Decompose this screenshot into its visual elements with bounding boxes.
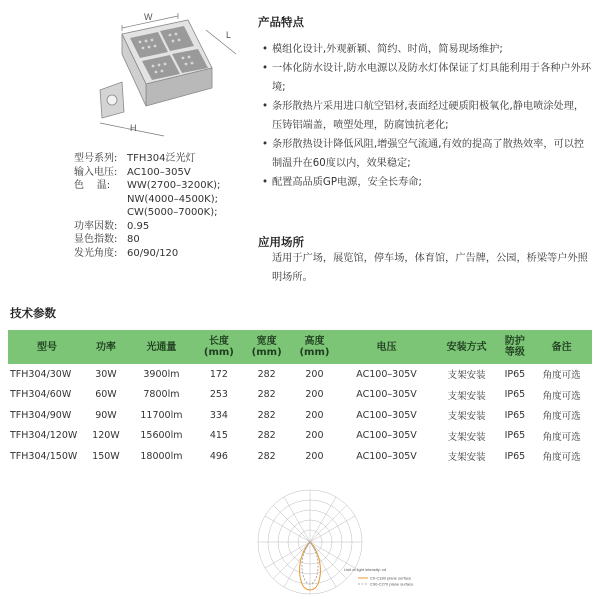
cell-ip-rating: IP65 [504, 450, 526, 462]
cell-flux: 15600lm [140, 430, 183, 442]
header-voltage: 电压 [338, 330, 434, 364]
cell-voltage: AC100–305V [356, 389, 417, 401]
cell-voltage: AC100–305V [356, 368, 417, 380]
table-row [8, 446, 592, 467]
spec-list [74, 152, 220, 260]
spec-label: 功率因数: [74, 220, 118, 232]
cell-model: TFH304/60W [10, 389, 72, 401]
application-text: 适用于广场，展览馆，停车场，体育馆，广告牌，公园，桥梁等户外照明场所。 [272, 253, 588, 283]
spec-row-color-temp-cw [74, 206, 220, 220]
polar-legend-c90: C90-C270 plane surface [370, 581, 414, 587]
product-drawing [60, 8, 250, 143]
feature-item: • 条形散热片采用进口航空铝材,表面经过硬质阳极氧化,静电喷涂处理，压铸铝端盖，喷塑处理，防腐蚀抗老化; [262, 97, 592, 135]
spec-row-beam-angle [74, 247, 220, 261]
cell-flux: 11700lm [140, 409, 183, 421]
spec-row-cri [74, 233, 220, 247]
cell-width: 282 [257, 409, 276, 421]
header-flux: 光通量 [128, 330, 195, 364]
header-remarks: 备注 [531, 330, 592, 364]
spec-row-color-temp [74, 179, 220, 193]
header-width: 宽度 (mm) [243, 330, 291, 364]
cell-remarks: 角度可选 [542, 431, 581, 443]
spec-row-model [74, 152, 220, 166]
spec-value: 60/90/120 [127, 247, 179, 259]
cell-height: 200 [305, 389, 324, 401]
cell-power: 90W [95, 409, 117, 421]
cell-power: 30W [95, 368, 117, 380]
cell-voltage: AC100–305V [356, 450, 417, 462]
cell-width: 282 [257, 368, 276, 380]
cell-power: 150W [92, 450, 120, 462]
spec-value: 80 [127, 234, 140, 245]
spec-label: 输入电压: [74, 166, 118, 178]
cell-length: 334 [209, 409, 228, 421]
cell-height: 200 [305, 450, 324, 462]
feature-item: • 一体化防水设计,防水电源以及防水灯体保证了灯具能利用于各种户外环境; [262, 59, 592, 97]
spec-row-power-factor [74, 220, 220, 234]
cell-model: TFH304/120W [10, 430, 78, 442]
table-header-row [8, 330, 592, 364]
dim-l-label: L [226, 30, 232, 40]
cell-voltage: AC100–305V [356, 409, 417, 421]
cell-height: 200 [305, 409, 324, 421]
cell-height: 200 [305, 430, 324, 442]
cell-power: 60W [95, 389, 117, 401]
tech-params-table [8, 330, 592, 467]
spec-value: TFH304泛光灯 [127, 153, 196, 164]
header-ip-rating: 防护 等级 [498, 330, 531, 364]
spec-label: 型号系列: [74, 153, 118, 164]
cell-remarks: 角度可选 [542, 411, 581, 423]
cell-voltage: AC100–305V [356, 430, 417, 442]
cell-width: 282 [257, 430, 276, 442]
feature-item: • 配置高品质GP电源，安全长寿命; [262, 173, 592, 192]
cell-mounting: 支架安装 [447, 370, 486, 382]
table-row [8, 364, 592, 385]
cell-mounting: 支架安装 [447, 411, 486, 423]
features-title: 产品特点 [258, 15, 304, 29]
cell-remarks: 角度可选 [542, 390, 581, 402]
features-list [262, 40, 592, 192]
spec-value: 0.95 [127, 220, 150, 232]
tech-params-title: 技术参数 [10, 306, 56, 320]
spec-label: 显色指数: [74, 234, 118, 245]
dim-w-label: W [144, 12, 153, 22]
cell-length: 496 [209, 450, 228, 462]
spec-value: AC100–305V [127, 166, 191, 178]
cell-power: 120W [92, 430, 120, 442]
feature-item: • 条形散热设计降低风阻,增强空气流通,有效的提高了散热效率，可以控制温升在60度以内，效果稳定; [262, 135, 592, 173]
table-row [8, 385, 592, 406]
polar-legend-c0: C0-C180 plane surface [370, 575, 412, 581]
cell-flux: 7800lm [143, 389, 180, 401]
spec-value: NW(4000–4500K); [127, 193, 218, 205]
cell-ip-rating: IP65 [504, 368, 526, 380]
table-row [8, 405, 592, 426]
cell-width: 282 [257, 450, 276, 462]
cell-ip-rating: IP65 [504, 409, 526, 421]
cell-flux: 18000lm [140, 450, 183, 462]
cell-model: TFH304/150W [10, 450, 78, 462]
cell-model: TFH304/30W [10, 368, 72, 380]
application-title: 应用场所 [258, 235, 304, 249]
polar-legend-unit: Unit of light intensity: cd [344, 567, 387, 572]
table-row [8, 426, 592, 447]
cell-height: 200 [305, 368, 324, 380]
spec-row-voltage [74, 166, 220, 180]
cell-mounting: 支架安装 [447, 431, 486, 443]
spec-value: CW(5000–7000K); [127, 207, 218, 218]
spec-label: 发光角度: [74, 247, 118, 259]
cell-length: 415 [209, 430, 228, 442]
header-model: 型号 [8, 330, 84, 364]
spec-label: 色 温: [74, 180, 111, 191]
cell-ip-rating: IP65 [504, 430, 526, 442]
feature-item: • 模组化设计,外观新颖、简约、时尚，简易现场维护; [262, 40, 592, 59]
header-power: 功率 [84, 330, 128, 364]
cell-flux: 3900lm [143, 368, 180, 380]
header-height: 高度 (mm) [291, 330, 339, 364]
header-mounting: 安装方式 [435, 330, 499, 364]
cell-ip-rating: IP65 [504, 389, 526, 401]
cell-mounting: 支架安装 [447, 452, 486, 464]
cell-width: 282 [257, 389, 276, 401]
cell-mounting: 支架安装 [447, 390, 486, 402]
dim-h-label: H [130, 123, 137, 133]
spec-value: WW(2700–3200K); [127, 180, 221, 191]
cell-model: TFH304/90W [10, 409, 72, 421]
cell-length: 172 [209, 368, 228, 380]
cell-length: 253 [209, 389, 228, 401]
polar-distribution-diagram [232, 488, 422, 600]
cell-remarks: 角度可选 [542, 370, 581, 382]
spec-row-color-temp-nw [74, 193, 220, 207]
cell-remarks: 角度可选 [542, 452, 581, 464]
header-length: 长度 (mm) [195, 330, 243, 364]
